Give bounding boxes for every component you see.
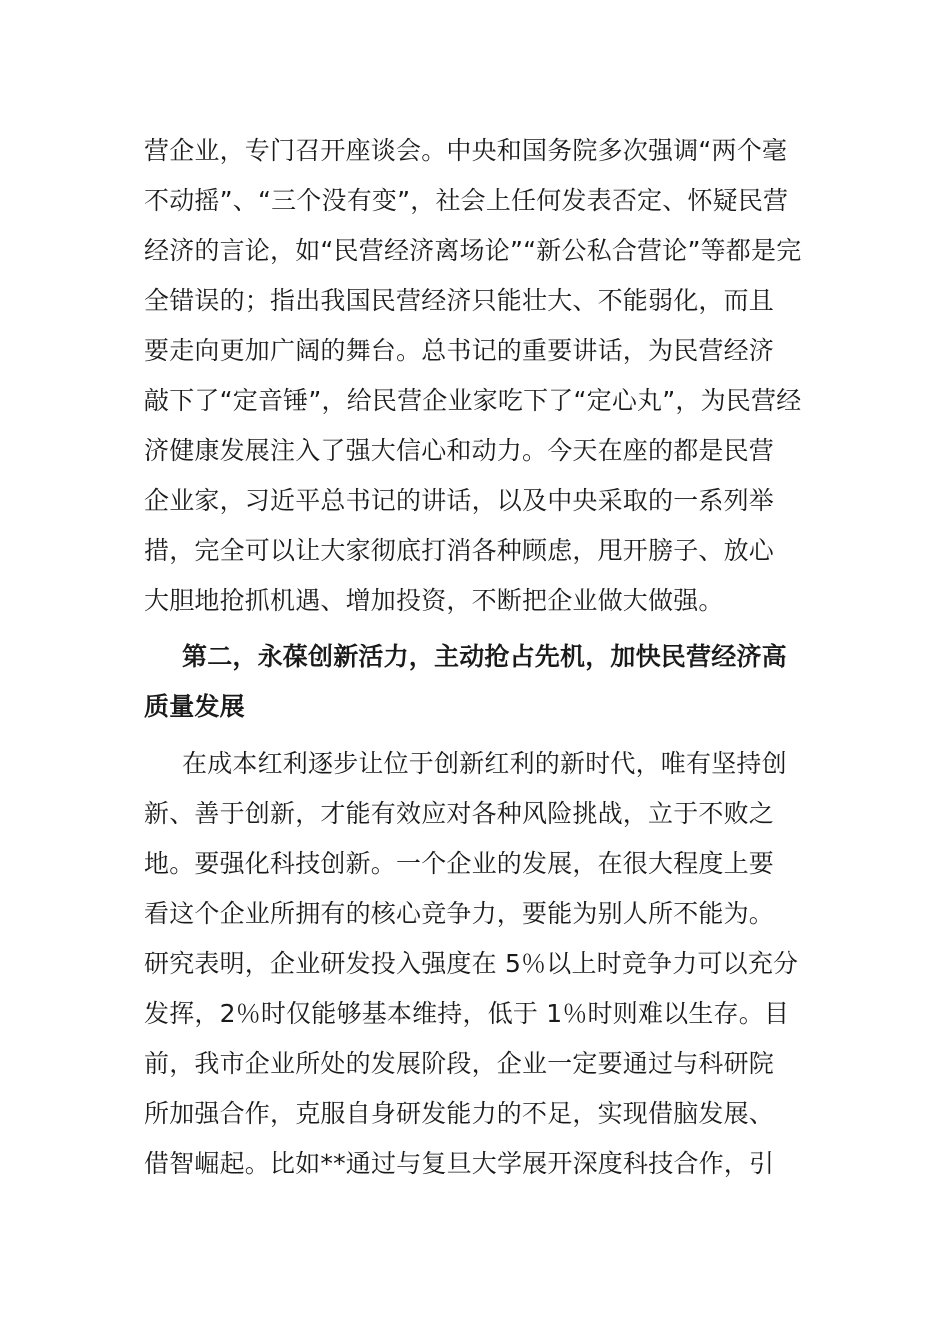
heading-line: 第二，永葆创新活力，主动抢占先机，加快民营经济高 [182,642,787,671]
paragraph-line: 济健康发展注入了强大信心和动力。今天在座的都是民营 [144,436,775,465]
paragraph-line: 地。要强化科技创新。一个企业的发展，在很大程度上要 [144,849,775,878]
section-heading [144,632,808,732]
paragraph-line: 营企业，专门召开座谈会。中央和国务院多次强调“两个毫 [144,136,788,165]
paragraph-line: 前，我市企业所处的发展阶段，企业一定要通过与科研院 [144,1049,775,1078]
paragraph-line: 借智崛起。比如**通过与复旦大学展开深度科技合作，引 [144,1149,775,1178]
paragraph-line: 措，完全可以让大家彻底打消各种顾虑，甩开膀子、放心 [144,536,775,565]
paragraph-line: 在成本红利逐步让位于创新红利的新时代，唯有坚持创 [182,749,787,778]
paragraph-line: 经济的言论，如“民营经济离场论”“新公私合营论”等都是完 [144,236,802,265]
paragraph-line: 新、善于创新，才能有效应对各种风险挑战，立于不败之 [144,799,775,828]
heading-line: 质量发展 [144,692,245,721]
paragraph-1 [144,126,808,626]
paragraph-line: 发挥，2％时仅能够基本维持，低于 1％时则难以生存。目 [144,999,790,1028]
paragraph-line: 敲下了“定音锤”，给民营企业家吃下了“定心丸”，为民营经 [144,386,802,415]
paragraph-line: 看这个企业所拥有的核心竞争力，要能为别人所不能为。 [144,899,775,928]
paragraph-line: 要走向更加广阔的舞台。总书记的重要讲话，为民营经济 [144,336,775,365]
paragraph-2 [144,739,808,1189]
paragraph-line: 所加强合作，克服自身研发能力的不足，实现借脑发展、 [144,1099,775,1128]
paragraph-line: 全错误的；指出我国民营经济只能壮大、不能弱化，而且 [144,286,775,315]
paragraph-line: 企业家，习近平总书记的讲话，以及中央采取的一系列举 [144,486,775,515]
paragraph-line: 大胆地抢抓机遇、增加投资，不断把企业做大做强。 [144,586,724,615]
paragraph-line: 不动摇”、“三个没有变”，社会上任何发表否定、怀疑民营 [144,186,789,215]
paragraph-line: 研究表明，企业研发投入强度在 5％以上时竞争力可以充分 [144,949,799,978]
